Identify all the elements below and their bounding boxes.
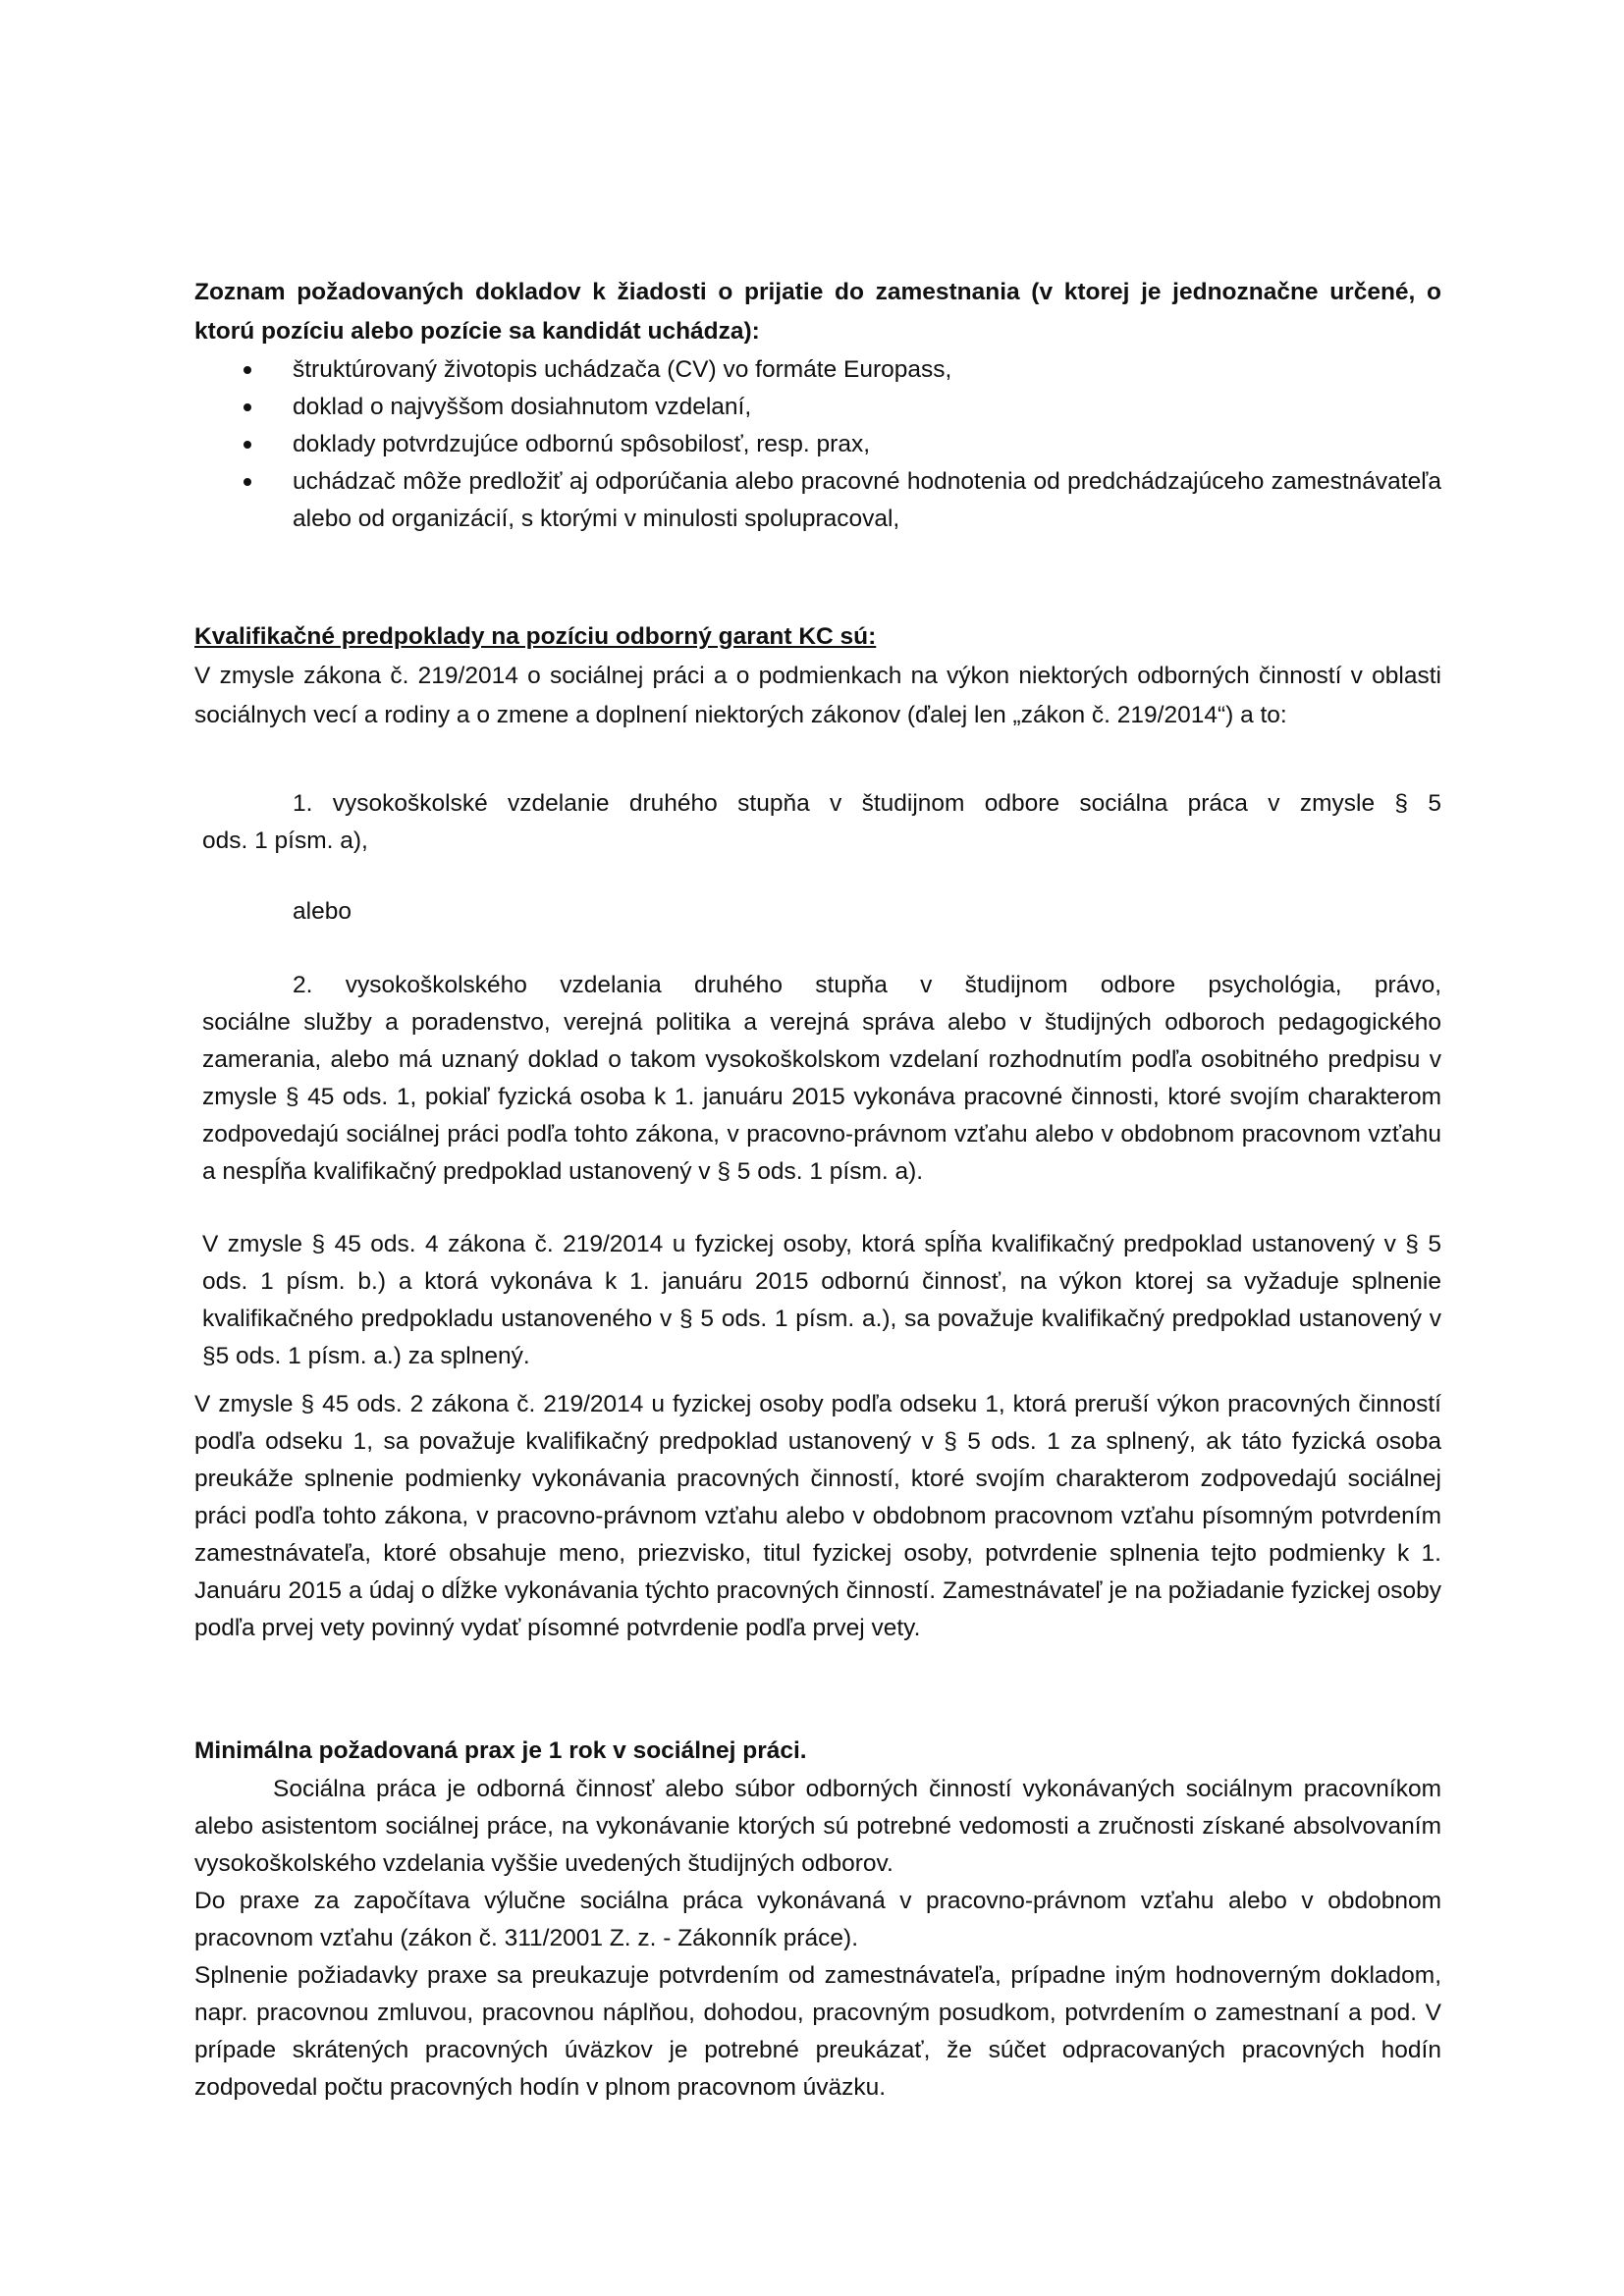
list-item bbox=[194, 351, 1441, 389]
list-item-text: doklad o najvyššom dosiahnutom vzdelaní, bbox=[293, 394, 752, 420]
list-item bbox=[194, 389, 1441, 426]
practice-proof: Splnenie požiadavky praxe sa preukazuje potvrdením od zamestnávateľa, prípadne iným hodnoverným dokladom, napr. pracovnou zmluvou, pracovnou náplňou, dohodou, pracovným posudkom, potvrdením o zamestnaní a pod. V prípade skrátených pracovných úväzkov je potrebné preukázať, že súčet odpracovaných pracovných hodín zodpovedal počtu pracovných hodín v plnom pracovnom úväzku. bbox=[194, 1962, 1441, 2101]
list-item bbox=[194, 426, 1441, 463]
option-2-rest: sociálne služby a poradenstvo, verejná politika a verejná správa alebo v študijných odboroch pedagogického zamerania, alebo má uznaný doklad o takom vysokoškolskom vzdelaní rozhodnutím podľa osobitného predpisu v zmysle § 45 ods. 1, pokiaľ fyzická osoba k 1. januáru 2015 vykonáva pracovné činnosti, ktoré svojím charakterom zodpovedajú sociálnej práci podľa tohto zákona, v pracovno-právnom vzťahu alebo v obdobnom pracovnom vzťahu a nespĺňa kvalifikačný predpoklad ustanovený v § 5 ods. 1 písm. a). bbox=[202, 1009, 1441, 1185]
option-2-first-line: 2. vysokoškolského vzdelania druhého stupňa v študijnom odbore psychológia, právo, bbox=[293, 972, 1441, 998]
list-item-text: doklady potvrdzujúce odbornú spôsobilosť, resp. prax, bbox=[293, 431, 870, 457]
documents-section bbox=[194, 273, 1441, 538]
bullet-icon bbox=[244, 441, 251, 449]
documents-list bbox=[194, 351, 1441, 538]
qualification-intro: V zmysle zákona č. 219/2014 o sociálnej práci a o podmienkach na výkon niektorých odborných činností v oblasti sociálnych vecí a rodiny a o zmene a doplnení niektorých zákonov (ďalej len „zákon č. 219/2014“) a to: bbox=[194, 663, 1441, 728]
option-1-rest: ods. 1 písm. a), bbox=[202, 828, 368, 854]
paragraph-45-4: V zmysle § 45 ods. 4 zákona č. 219/2014 u fyzickej osoby, ktorá spĺňa kvalifikačný predpoklad ustanovený v § 5 ods. 1 písm. b.) a ktorá vykonáva k 1. januáru 2015 odbornú činnosť, na výkon ktorej sa vyžaduje splnenie kvalifikačného predpokladu ustanoveného v § 5 ods. 1 písm. a.), sa považuje kvalifikačný predpoklad ustanovený v §5 ods. 1 písm. a.) za splnený. bbox=[202, 1231, 1441, 1369]
option-2 bbox=[202, 967, 1441, 1191]
list-item-text: uchádzač môže predložiť aj odporúčania alebo pracovné hodnotenia od predchádzajúceho zamestnávateľa alebo od organizácií, s ktorými v minulosti spolupracoval, bbox=[293, 468, 1441, 532]
alternative-or: alebo bbox=[293, 898, 352, 925]
bullet-icon bbox=[244, 366, 251, 374]
option-1 bbox=[194, 785, 1441, 860]
practice-counted: Do praxe za započítava výlučne sociálna práca vykonávaná v pracovno-právnom vzťahu alebo v obdobnom pracovnom vzťahu (zákon č. 311/2001 Z. z. - Zákonník práce). bbox=[194, 1888, 1441, 1951]
option-1-first-line: 1. vysokoškolské vzdelanie druhého stupňa v študijnom odbore sociálna práca v zmysle § 5 bbox=[293, 790, 1441, 817]
list-item bbox=[194, 463, 1441, 538]
bullet-icon bbox=[244, 478, 251, 486]
qualification-heading: Kvalifikačné predpoklady na pozíciu odborný garant KC sú: bbox=[194, 623, 877, 650]
bullet-icon bbox=[244, 403, 251, 411]
practice-definition: Sociálna práca je odborná činnosť alebo súbor odborných činností vykonávaných sociálnym pracovníkom alebo asistentom sociálnej práce, na vykonávanie ktorých sú potrebné vedomosti a zručnosti získané absolvovaním vysokoškolského vzdelania vyššie uvedených študijných odborov. bbox=[194, 1776, 1441, 1877]
documents-heading: Zoznam požadovaných dokladov k žiadosti o prijatie do zamestnania (v ktorej je jednoznačne určené, o ktorú pozíciu alebo pozície sa kandidát uchádza): bbox=[194, 279, 1441, 345]
list-item-text: štruktúrovaný životopis uchádzača (CV) vo formáte Europass, bbox=[293, 356, 952, 383]
paragraph-45-2: V zmysle § 45 ods. 2 zákona č. 219/2014 u fyzickej osoby podľa odseku 1, ktorá preruší výkon pracovných činností podľa odseku 1, sa považuje kvalifikačný predpoklad ustanovený v § 5 ods. 1 za splnený, ak táto fyzická osoba preukáže splnenie podmienky vykonávania pracovných činností, ktoré svojím charakterom zodpovedajú sociálnej práci podľa tohto zákona, v pracovno-právnom vzťahu alebo v obdobnom pracovnom vzťahu písomným potvrdením zamestnávateľa, ktoré obsahuje meno, priezvisko, titul fyzickej osoby, potvrdenie splnenia tejto podmienky k 1. Januáru 2015 a údaj o dĺžke vykonávania týchto pracovných činností. Zamestnávateľ je na požiadanie fyzickej osoby podľa prvej vety povinný vydať písomné potvrdenie podľa prvej vety. bbox=[194, 1391, 1441, 1641]
practice-heading: Minimálna požadovaná prax je 1 rok v sociálnej práci. bbox=[194, 1737, 807, 1764]
